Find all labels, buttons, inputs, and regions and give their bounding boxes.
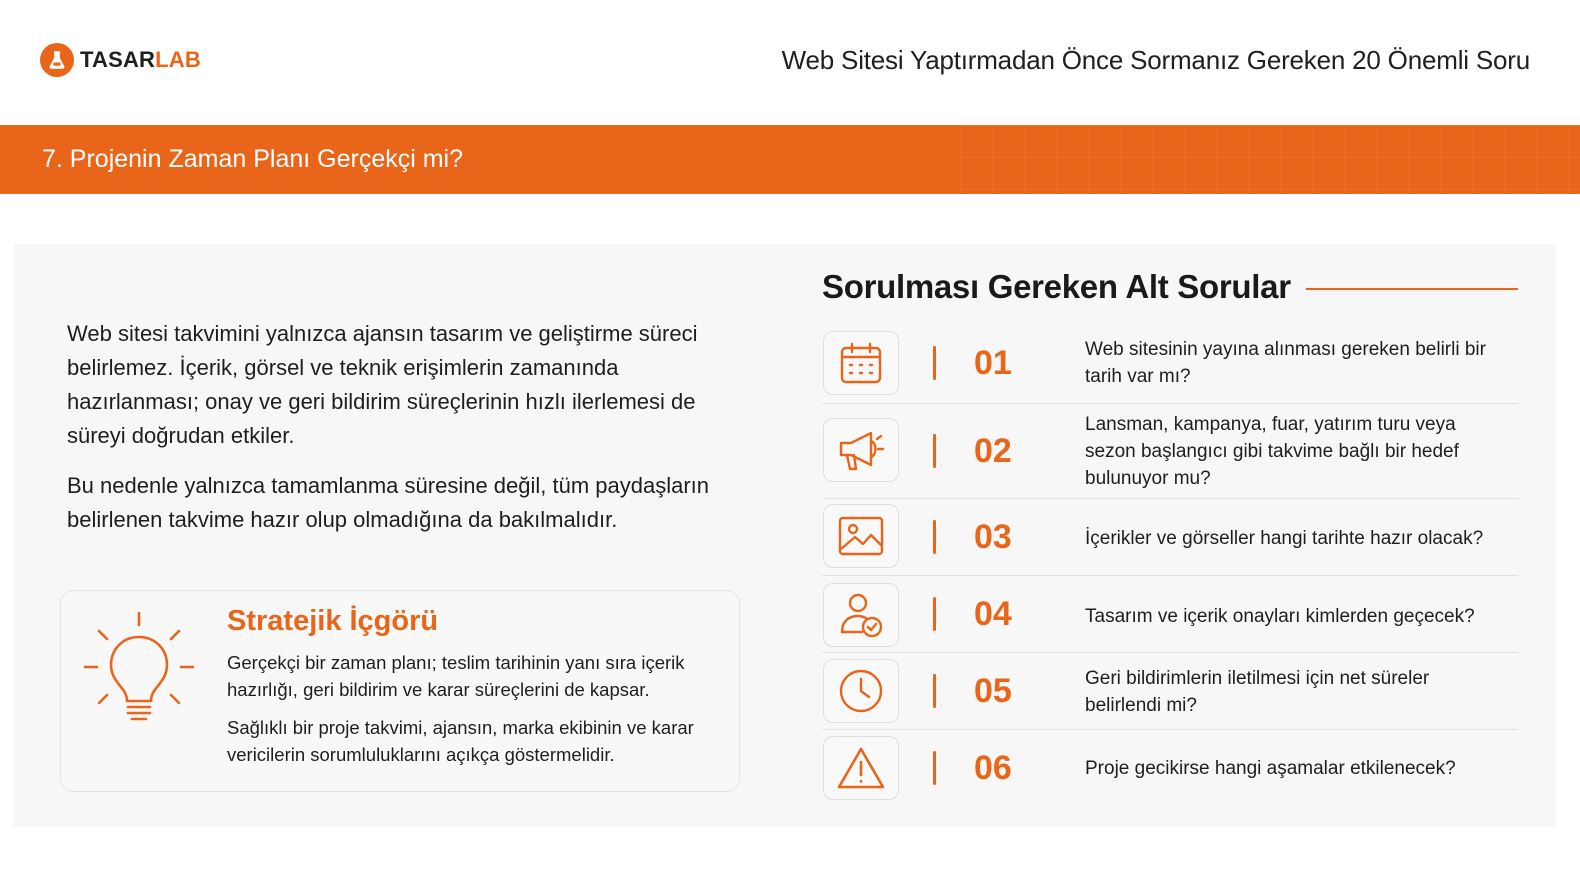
question-number: 01 xyxy=(974,344,1012,382)
list-item xyxy=(822,576,1518,653)
list-item xyxy=(822,326,1518,404)
list-item xyxy=(822,499,1518,576)
intro-paragraph-1: Web sitesi takvimini yalnızca ajansın tasarım ve geliştirme süreci belirlemez. İçerik, görsel ve teknik erişimlerin zamanında hazırlanması; onay ve geri bildirim süreçlerinin hızlı ilerlemesi de süreyi doğrudan etkiler. xyxy=(67,321,698,448)
list-item xyxy=(822,404,1518,499)
warning-icon xyxy=(823,736,899,800)
megaphone-icon xyxy=(823,418,899,482)
lightbulb-icon xyxy=(83,609,195,736)
user-check-icon xyxy=(823,583,899,647)
question-text: İçerikler ve görseller hangi tarihte hazır olacak? xyxy=(1085,528,1484,549)
subquestions-list xyxy=(822,326,1518,807)
row-separator xyxy=(933,434,936,468)
subquestions-title: Sorulması Gereken Alt Sorular xyxy=(822,268,1291,305)
content-panel xyxy=(14,244,1556,827)
title-divider xyxy=(1306,288,1518,290)
question-text: Web sitesinin yayına alınması gereken belirli bir tarih var mı? xyxy=(1085,339,1486,387)
row-separator xyxy=(933,346,936,380)
question-number: 05 xyxy=(974,672,1012,710)
question-number: 06 xyxy=(974,749,1012,787)
row-separator xyxy=(933,520,936,554)
intro-paragraph-2: Bu nedenle yalnızca tamamlanma süresine değil, tüm paydaşların belirlenen takvime hazır olup olmadığına da bakılmalıdır. xyxy=(67,473,710,532)
section-banner xyxy=(0,125,1580,194)
question-text: Geri bildirimlerin iletilmesi için net süreler belirlendi mi? xyxy=(1085,668,1430,716)
question-text: Lansman, kampanya, fuar, yatırım turu veya sezon başlangıcı gibi takvime bağlı bir hedef bulunuyor mu? xyxy=(1085,414,1459,489)
row-separator xyxy=(933,674,936,708)
banner-grid-pattern xyxy=(960,125,1580,194)
clock-icon xyxy=(823,659,899,723)
question-text: Proje gecikirse hangi aşamalar etkilenecek? xyxy=(1085,758,1456,779)
question-number: 04 xyxy=(974,595,1012,633)
row-separator xyxy=(933,597,936,631)
question-text: Tasarım ve içerik onayları kimlerden geçecek? xyxy=(1085,606,1475,627)
brand-logo[interactable] xyxy=(40,43,201,77)
insight-title: Stratejik İçgörü xyxy=(227,605,439,637)
section-title: 7. Projenin Zaman Planı Gerçekçi mi? xyxy=(42,145,464,173)
logo-wordmark: TASARLAB xyxy=(80,47,201,72)
document-title: Web Sitesi Yaptırmadan Önce Sormanız Gereken 20 Önemli Soru xyxy=(781,45,1530,75)
insight-paragraph-1: Gerçekçi bir zaman planı; teslim tarihinin yanı sıra içerik hazırlığı, geri bildirim ve karar süreçlerini de kapsar. xyxy=(227,652,685,700)
insight-paragraph-2: Sağlıklı bir proje takvimi, ajansın, marka ekibinin ve karar vericilerin sorumluluklarını açıkça göstermelidir. xyxy=(227,717,694,765)
insight-card xyxy=(60,590,740,792)
image-icon xyxy=(823,504,899,568)
question-number: 03 xyxy=(974,518,1012,556)
calendar-icon xyxy=(823,331,899,395)
flask-icon xyxy=(40,43,74,77)
question-number: 02 xyxy=(974,432,1012,470)
list-item xyxy=(822,730,1518,807)
row-separator xyxy=(933,751,936,785)
list-item xyxy=(822,653,1518,730)
